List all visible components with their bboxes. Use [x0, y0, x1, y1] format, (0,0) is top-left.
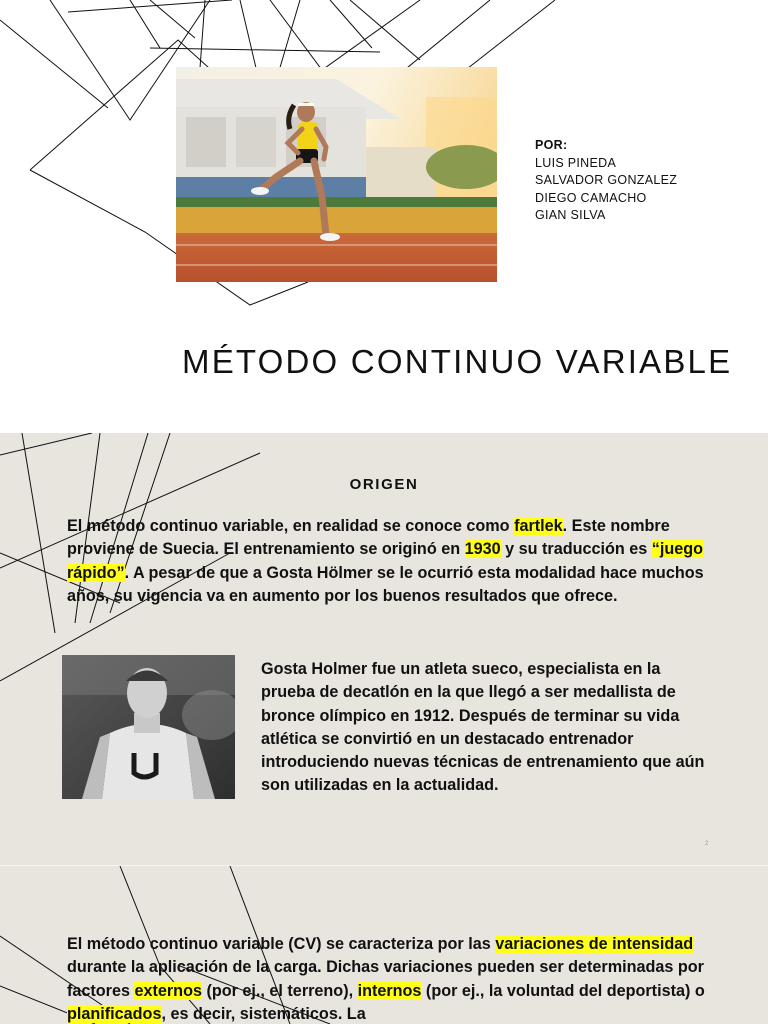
bio-paragraph: Gosta Holmer fue un atleta sueco, especialista en la prueba de decatlón en la que llegó a ser medallista de bronce olímpico en 1912. Después de terminar su vida atlética se convirtió en un destacado entrenador introduciendo nuevas técnicas de entrenamiento que aún son utilizadas en la actualidad. — [261, 660, 705, 795]
author-name: SALVADOR GONZALEZ — [535, 173, 678, 188]
highlighted-term: externos — [134, 981, 202, 1000]
intro-paragraph — [67, 515, 707, 608]
text-segment: (por ej., el terreno), — [201, 981, 358, 1000]
author-name: GIAN SILVA — [535, 208, 606, 223]
definition-slide — [0, 866, 768, 1024]
section-heading: ORIGEN — [349, 476, 419, 493]
text-segment: . Este nombre proviene de Suecia. El entrenamiento se originó en — [67, 517, 670, 559]
text-segment: y su traducción es — [500, 540, 652, 559]
author-name: LUIS PINEDA — [535, 155, 617, 170]
text-segment: (por ej., la voluntad del deportista) o — [421, 981, 705, 1000]
definition-paragraph — [67, 933, 707, 1024]
highlighted-term: variaciones de intensidad — [495, 935, 694, 953]
highlighted-term: internos — [357, 981, 422, 1000]
text-segment: El método continuo variable, en realidad se conoce como — [67, 517, 515, 535]
highlighted-term: fartlek — [514, 517, 563, 535]
page-number: 2 — [705, 841, 709, 847]
text-segment: , es decir, sistemáticos. La — [161, 1004, 366, 1023]
title-slide — [0, 0, 768, 433]
slide-title: MÉTODO CONTINUO VARIABLE — [182, 343, 733, 380]
highlighted-term: planificados — [67, 1004, 162, 1023]
highlighted-term: “juego rápido” — [67, 540, 704, 582]
authors-label: POR: — [535, 138, 568, 152]
text-segment: durante la aplicación de la carga. Dichas variaciones pueden ser determinadas por factores — [67, 958, 704, 1000]
runner-photo — [176, 67, 497, 282]
text-segment: . A pesar de que a Gosta Hölmer se le ocurrió esta modalidad hace muchos años, su vigencia va en aumento por los buenos resultados que ofrece. — [67, 563, 704, 605]
highlighted-term: 1930 — [464, 540, 501, 559]
authors-block — [535, 137, 677, 225]
author-name: DIEGO CAMACHO — [535, 190, 647, 205]
decorative-lines — [0, 433, 768, 865]
text-segment: El método continuo variable (CV) se caracteriza por las — [67, 935, 496, 953]
origin-slide — [0, 433, 768, 865]
gosta-holmer-photo — [62, 655, 235, 799]
